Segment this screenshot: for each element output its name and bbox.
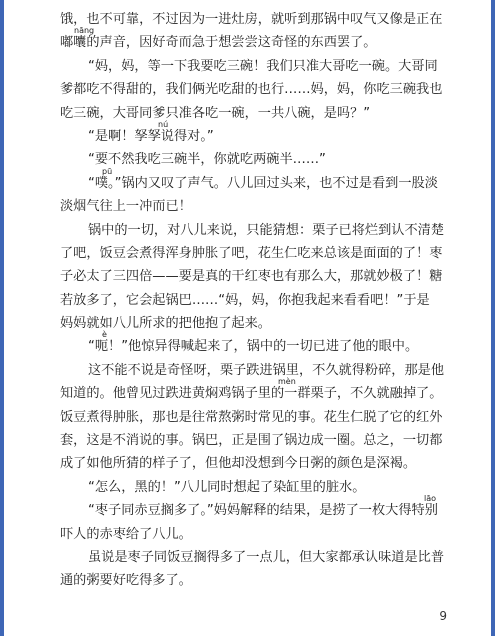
pinyin-annotation: nāng bbox=[74, 26, 95, 36]
pinyin-annotation: lāo bbox=[424, 494, 437, 504]
text-line: 吃三碗，大哥同爹只准各吃一碗，一共八碗，是吗？” bbox=[60, 105, 371, 121]
pinyin-annotation: è bbox=[102, 330, 107, 340]
text-line: 嘟囔的声音，因好奇而急于想尝尝这奇怪的东西罢了。 nāng bbox=[60, 26, 377, 51]
text-line: 了吧，饭豆会煮得浑身肿胀了吧，花生仁吃来总该是面面的了！枣 bbox=[60, 245, 443, 261]
pinyin-annotation: pū bbox=[102, 166, 113, 176]
text-line: 爹都吃不得甜的，我们俩光吃甜的也行……妈，妈，你吃三碗我也 bbox=[60, 82, 443, 98]
text-line: “要不然我吃三碗半，你就吃两碗半……” bbox=[88, 152, 326, 168]
pinyin-annotation: nú bbox=[158, 119, 169, 129]
text-line: 淡烟气往上一冲而已！ bbox=[60, 199, 192, 215]
page-number: 9 bbox=[439, 609, 447, 623]
text-line: 子必太了三四倍——要是真的干红枣也有那么大，那就妙极了！糖 bbox=[60, 269, 443, 285]
text-line: 这不能不说是奇怪呀，栗子跌进锅里，不久就得粉碎，那是他 bbox=[88, 362, 445, 378]
text-line: “噗。”锅内又叹了声气。八儿回过头来，也不过是看到一股淡 pū bbox=[88, 166, 438, 191]
pinyin-annotation: mèn bbox=[278, 377, 296, 387]
text-line: “怎么，黑的！”八儿同时想起了染缸里的脏水。 bbox=[88, 479, 366, 495]
text-line: 成了如他所猜的样子了，但他却没想到今日粥的颜色是深褐。 bbox=[60, 456, 417, 472]
text-line: “妈，妈，等一下我要吃三碗！我们只准大哥吃一碗。大哥同 bbox=[88, 58, 438, 74]
text-line: 若放多了，它会起锅巴……“妈，妈，你抱我起来看看吧！”于是 bbox=[60, 292, 430, 308]
text-line: 通的粥要好吃得多了。 bbox=[60, 573, 192, 589]
text-line: 吓人的赤枣给了八儿。 bbox=[60, 526, 192, 542]
text-line: “是啊！孥孥说得对。” nú bbox=[88, 119, 214, 144]
text-line: 饭豆煮得肿胀，那也是往常熬粥时常见的事。花生仁脱了它的红外 bbox=[60, 409, 443, 425]
text-line: 知道的。他曾见过跌进黄焖鸡锅子里的一群栗子，不久就融掉了。 mèn bbox=[60, 377, 443, 402]
text-line: “呃！”他惊异得喊起来了，锅中的一切已进了他的眼中。 è bbox=[88, 330, 419, 355]
text-line: 虽说是枣子同饭豆搁得多了一点儿，但大家都承认味道是比普 bbox=[88, 549, 445, 565]
text-line: “枣子同赤豆搁多了。”妈妈解释的结果，是捞了一枚大得特别 lāo bbox=[88, 494, 438, 519]
body-text bbox=[60, 0, 460, 591]
text-line: 妈妈就如八儿所求的把他抱了起来。 bbox=[60, 316, 271, 332]
text-line: 套，这是不消说的事。锅巴，正是围了锅边成一圈。总之，一切都 bbox=[60, 433, 443, 449]
text-line: 饿，也不可靠，不过因为一进灶房，就听到那锅中叹气又像是正在 bbox=[60, 12, 443, 27]
text-line: 锅中的一切，对八儿来说，只能猜想：栗子已将烂到认不清楚 bbox=[88, 222, 445, 238]
